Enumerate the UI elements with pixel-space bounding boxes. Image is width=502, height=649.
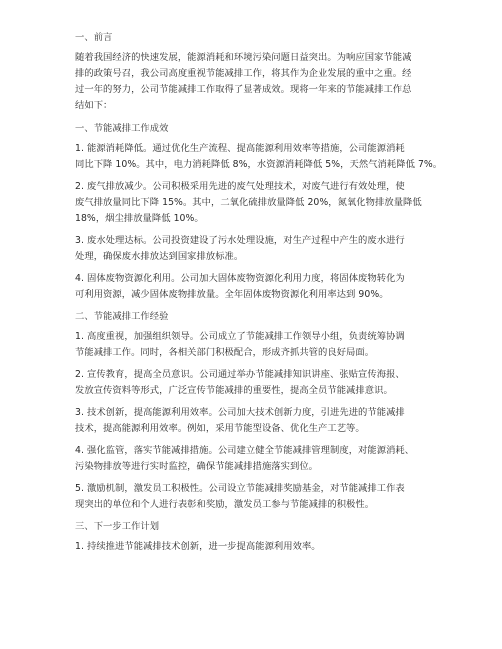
list-item-line: 2. 废气排放减少。公司积极采用先进的废气处理技术，对废气进行有效处理，使 <box>75 181 405 192</box>
list-item-line: 1. 能源消耗降低。通过优化生产流程、提高能源利用效率等措施，公司能源消耗 <box>75 143 405 154</box>
list-item-line: 3. 技术创新，提高能源利用效率。公司加大技术创新力度，引进先进的节能减排 <box>75 407 405 418</box>
paragraph-line: 过一年的努力，公司节能减排工作取得了显著成效。现将一年来的节能减排工作总 <box>75 84 412 95</box>
paragraph-line: 排的政策号召，我公司高度重视节能减排工作，将其作为企业发展的重中之重。经 <box>75 68 412 79</box>
list-item-line: 4. 强化监管，落实节能减排措施。公司建立健全节能减排管理制度，对能源消耗、 <box>75 445 415 456</box>
document-page <box>75 0 447 649</box>
list-item-line: 1. 高度重视，加强组织领导。公司成立了节能减排工作领导小组，负责统筹协调 <box>75 331 405 342</box>
list-item-line: 3. 废水处理达标。公司投资建设了污水处理设施，对生产过程中产生的废水进行 <box>75 235 405 246</box>
list-item-line: 5. 激励机制，激发员工积极性。公司设立节能减排奖励基金，对节能减排工作表 <box>75 483 405 494</box>
paragraph-line: 结如下： <box>75 100 113 111</box>
list-item-line: 处理，确保废水排放达到国家排放标准。 <box>75 251 244 262</box>
section-heading-results: 一、节能减排工作成效 <box>75 123 169 134</box>
list-item-line: 废气排放量同比下降 15%。其中，二氧化硫排放量降低 20%，氮氧化物排放量降低 <box>75 197 422 208</box>
paragraph-line: 随着我国经济的快速发展，能源消耗和环境污染问题日益突出。为响应国家节能减 <box>75 52 412 63</box>
list-item-line: 4. 固体废物资源化利用。公司加大固体废物资源化利用力度，将固体废物转化为 <box>75 273 405 284</box>
section-heading-intro: 一、前言 <box>75 32 113 43</box>
list-item-line: 18%，烟尘排放量降低 10%。 <box>75 213 204 224</box>
list-item-line: 现突出的单位和个人进行表彰和奖励，激发员工参与节能减排的积极性。 <box>75 499 375 510</box>
list-item-line: 节能减排工作。同时，各相关部门积极配合，形成齐抓共管的良好局面。 <box>75 347 375 358</box>
list-item-line: 同比下降 10%。其中，电力消耗降低 8%，水资源消耗降低 5%，天然气消耗降低 7%。 <box>75 159 443 170</box>
list-item-line: 1. 持续推进节能减排技术创新，进一步提高能源利用效率。 <box>75 541 321 552</box>
section-heading-experience: 二、节能减排工作经验 <box>75 311 169 322</box>
list-item-line: 2. 宣传教育，提高全员意识。公司通过举办节能减排知识讲座、张贴宣传海报、 <box>75 369 405 380</box>
list-item-line: 污染物排放等进行实时监控，确保节能减排措施落实到位。 <box>75 461 319 472</box>
section-heading-plan: 三、下一步工作计划 <box>75 521 160 532</box>
list-item-line: 技术，提高能源利用效率。例如，采用节能型设备、优化生产工艺等。 <box>75 423 365 434</box>
list-item-line: 可利用资源，减少固体废物排放量。全年固体废物资源化利用率达到 90%。 <box>75 289 389 300</box>
list-item-line: 发放宣传资料等形式，广泛宣传节能减排的重要性，提高全员节能减排意识。 <box>75 385 393 396</box>
